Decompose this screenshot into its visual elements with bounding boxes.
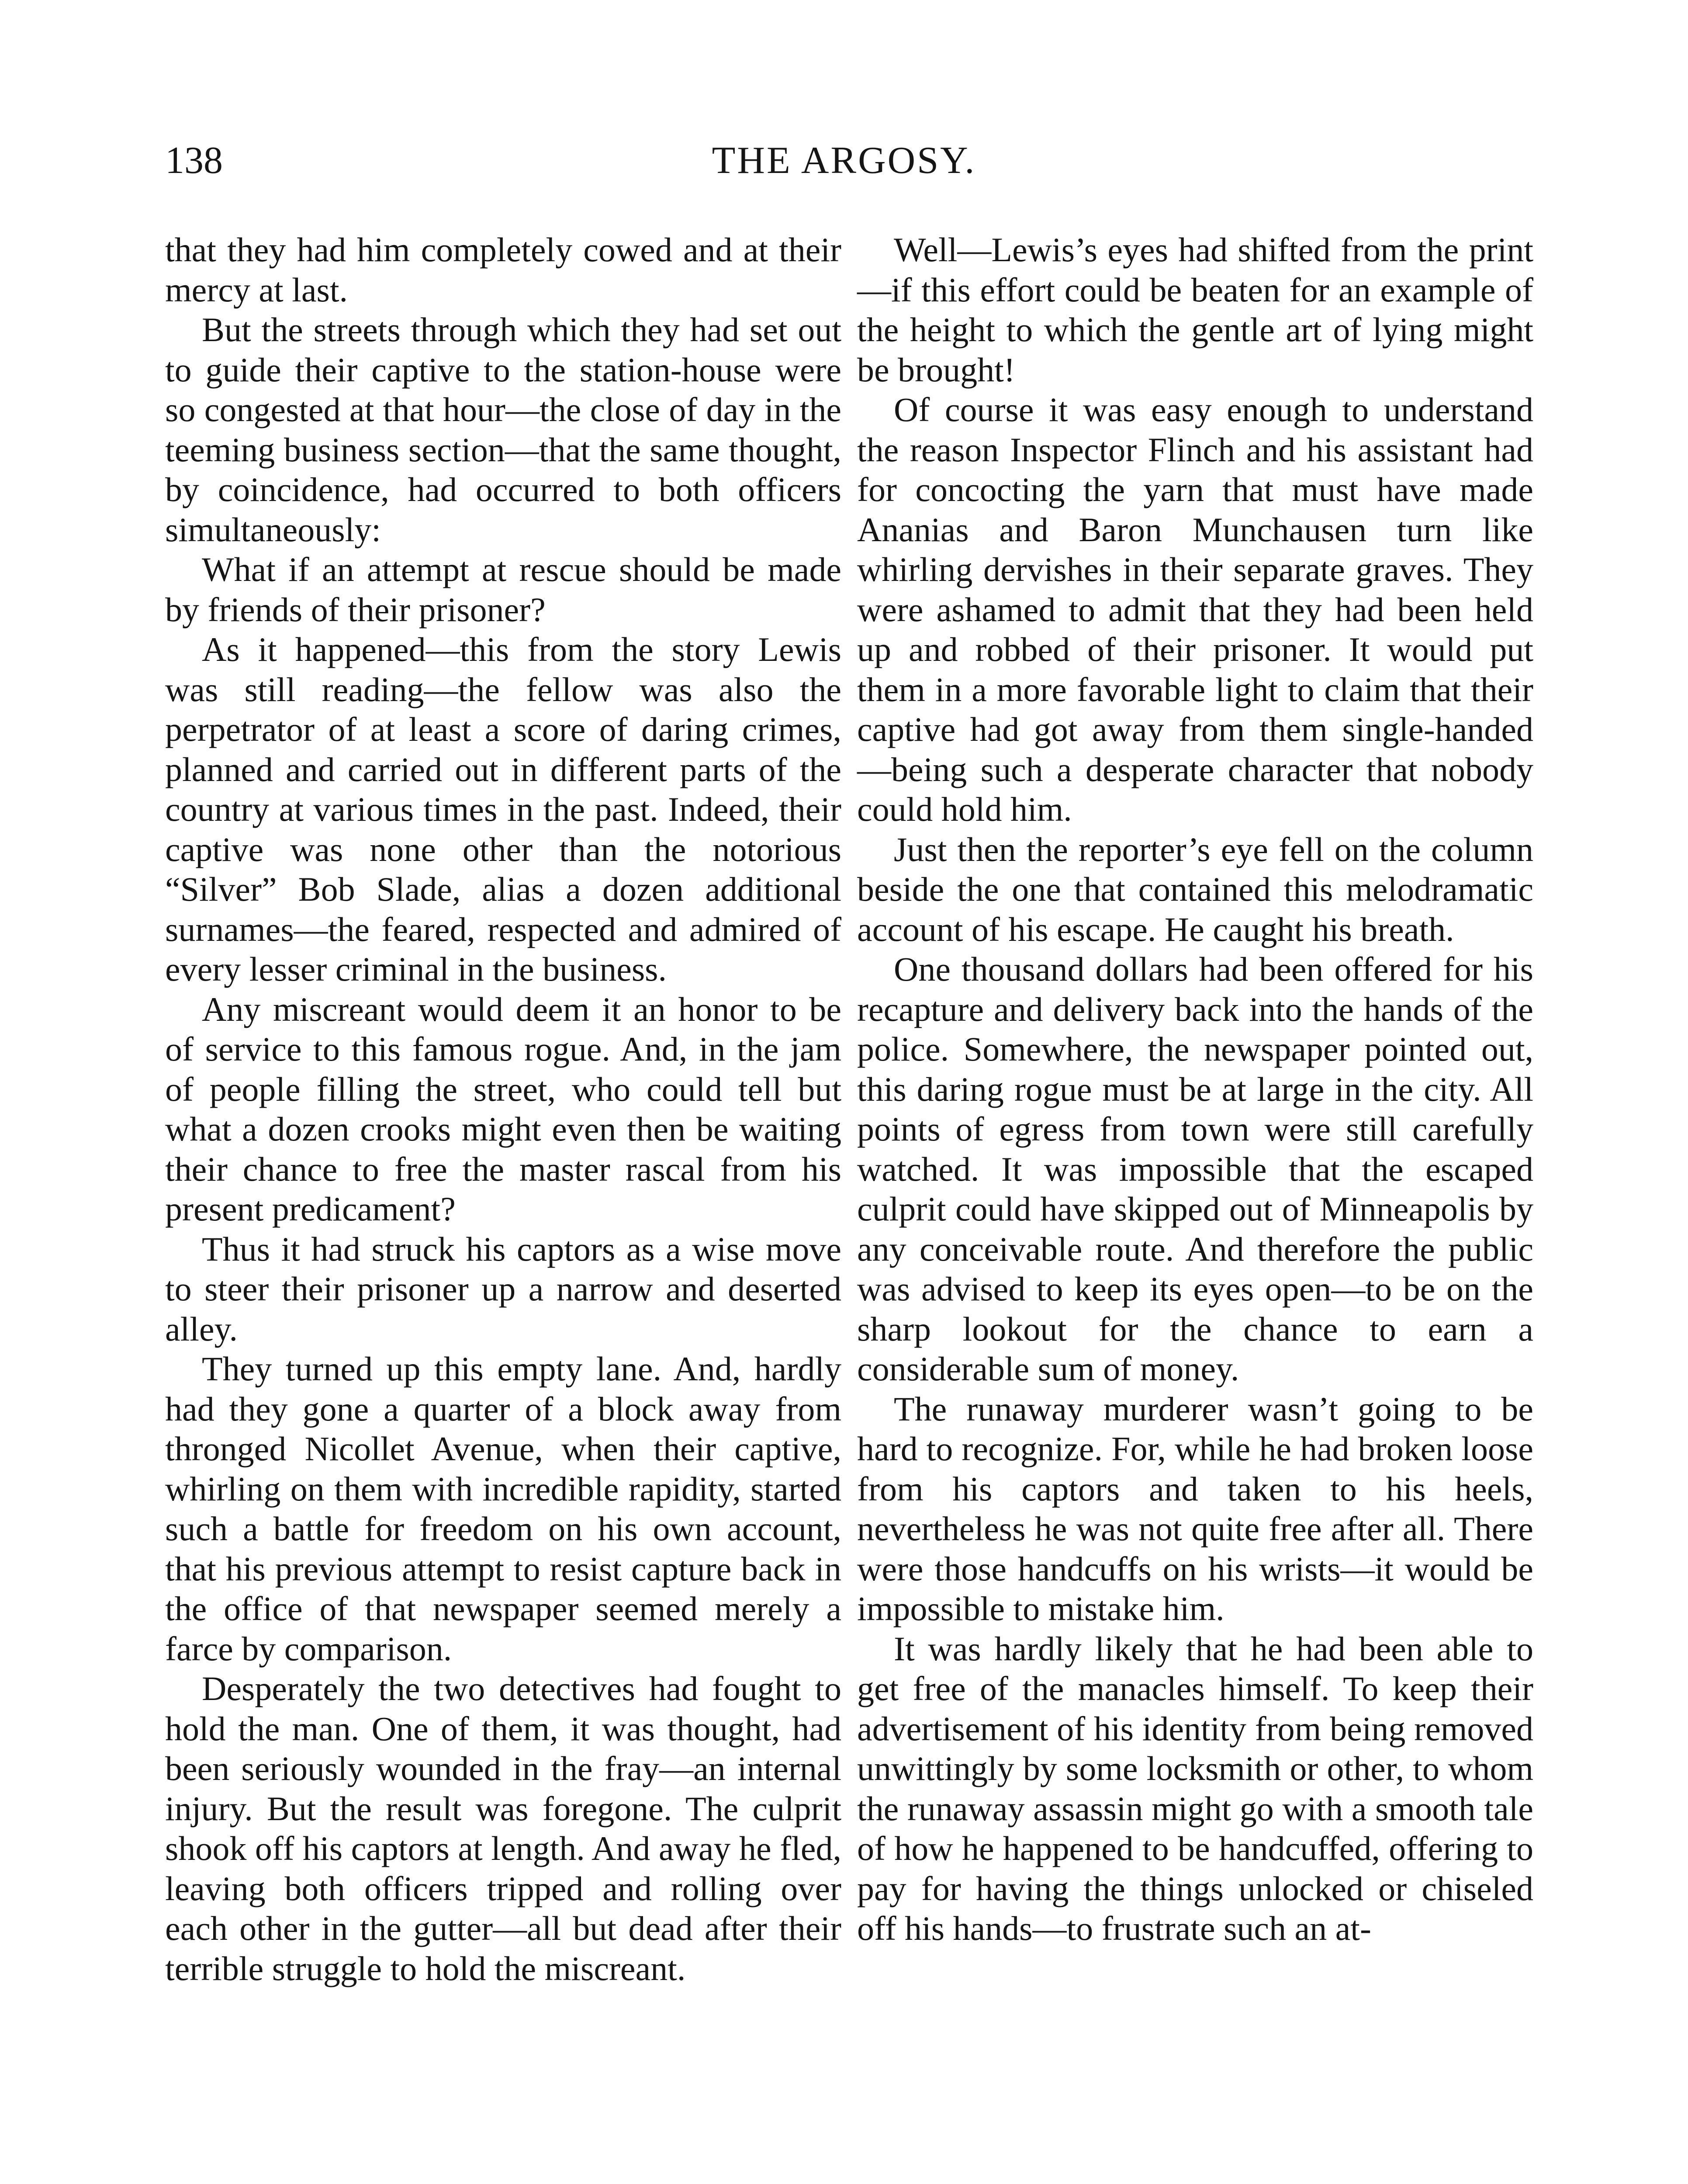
paragraph: One thousand dollars had been offered for his recapture and delivery back into the hands of the police. Somewhere, the newspaper pointed out, this daring rogue must be at large in the city. All points of egress from town were still carefully watched. It was impossible that the escaped culprit could have skipped out of Minneapolis by any conceivable route. And therefore the public was advised to keep its eyes open—to be on the sharp lookout for the chance to earn a considerable sum of money.	[857, 950, 1533, 1388]
paragraph: Of course it was easy enough to understand the reason Inspector Flinch and his assistant had for concocting the yarn that must have made Ananias and Baron Munchausen turn like whirling dervishes in their separate graves. They were ashamed to admit that they had been held up and robbed of their prisoner. It would put them in a more favorable light to claim that their captive had got away from them single-handed —being such a desperate character that nobody could hold him.	[857, 390, 1533, 828]
paragraph: As it happened—this from the story Lewis was still reading—the fellow was also the perpetrator of at least a score of daring crimes, planned and carried out in different parts of the country at various times in the past. Indeed, their captive was none other than the notorious “Silver” Bob Slade, alias a dozen additional surnames—the feared, respected and admired of every lesser criminal in the business.	[165, 630, 841, 988]
paragraph: Desperately the two detectives had fought to hold the man. One of them, it was thought, had been seriously wounded in the fray—an internal injury. But the result was foregone. The culprit shook off his captors at length. And away he fled, leaving both officers tripped and rolling over each other in the gutter—all but dead after their terrible struggle to hold the miscreant.	[165, 1669, 841, 1987]
paragraph: It was hardly likely that he had been able to get free of the manacles himself. To keep their advertisement of his identity from being removed unwittingly by some locksmith or other, to whom the runaway assassin might go with a smooth tale of how he happened to be handcuffed, offering to pay for having the things unlocked or chiseled off his hands—to frustrate such an at-	[857, 1629, 1533, 1947]
paragraph: Well—Lewis’s eyes had shifted from the print—if this effort could be beaten for an example of the height to which the gentle art of lying might be brought!	[857, 231, 1533, 389]
running-title: THE ARGOSY.	[712, 139, 976, 182]
paragraph: The runaway murderer wasn’t going to be hard to recognize. For, while he had broken loose from his captors and taken to his heels, nevertheless he was not quite free after all. There were those handcuffs on his wrists—it would be impossible to mistake him.	[857, 1389, 1533, 1628]
paragraph: But the streets through which they had set out to guide their captive to the station-house were so congested at that hour—the close of day in the teeming business section—that the same thought, by coincidence, had occurred to both officers simultaneously:	[165, 311, 841, 549]
paragraph: that they had him completely cowed and at their mercy at last.	[165, 231, 841, 309]
paragraph: Just then the reporter’s eye fell on the column beside the one that contained this melodramatic account of his escape. He caught his breath.	[857, 830, 1533, 948]
left-column	[165, 230, 841, 1988]
page-number: 138	[165, 139, 223, 182]
paragraph: What if an attempt at rescue should be made by friends of their prisoner?	[165, 550, 841, 629]
right-column	[857, 230, 1533, 1949]
paragraph: They turned up this empty lane. And, hardly had they gone a quarter of a block away from thronged Nicollet Avenue, when their captive, whirling on them with incredible rapidity, started such a battle for freedom on his own account, that his previous attempt to resist capture back in the office of that newspaper seemed merely a farce by comparison.	[165, 1350, 841, 1668]
paragraph: Any miscreant would deem it an honor to be of service to this famous rogue. And, in the jam of people filling the street, who could tell but what a dozen crooks might even then be waiting their chance to free the master rascal from his present predicament?	[165, 990, 841, 1228]
paragraph: Thus it had struck his captors as a wise move to steer their prisoner up a narrow and deserted alley.	[165, 1230, 841, 1348]
